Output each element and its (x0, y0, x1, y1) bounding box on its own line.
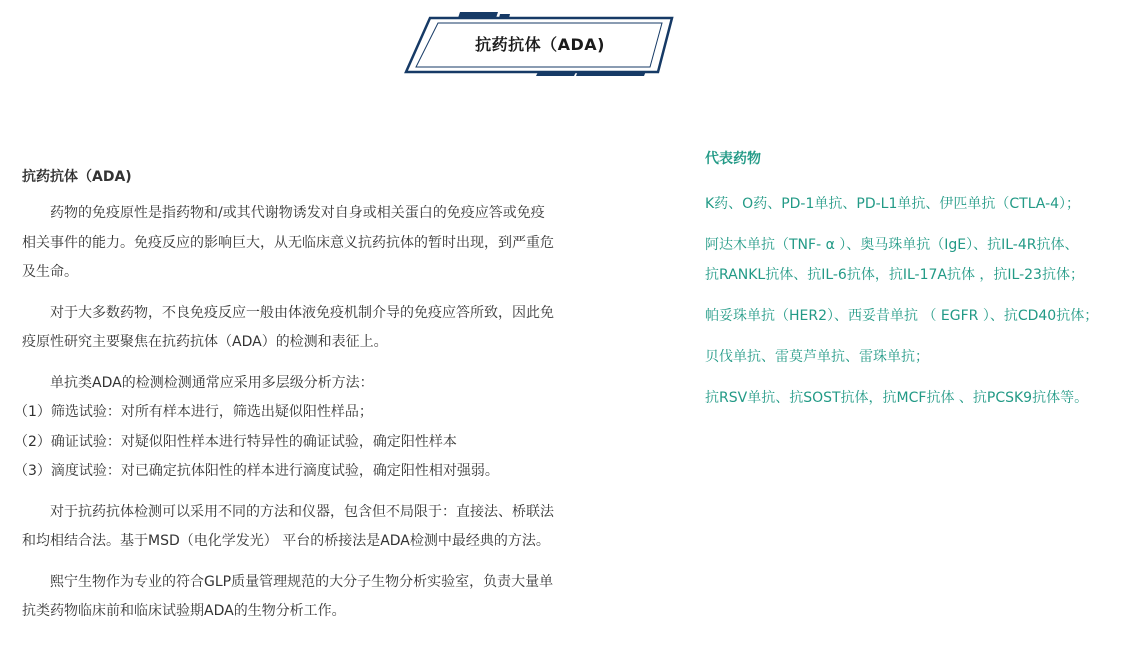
drug-group (705, 301, 1130, 331)
drug-line: 抗RANKL抗体、抗IL-6抗体，抗IL-17A抗体 ，抗IL-23抗体； (705, 267, 1084, 283)
list-item-titer: （3）滴度试验：对已确定抗体阳性的样本进行滴度试验，确定阳性相对强弱。 (14, 463, 499, 479)
list-item-screening: （1）筛选试验：对所有样本进行，筛选出疑似阳性样品； (14, 404, 373, 420)
list-item-confirmatory: （2）确证试验：对疑似阳性样本进行特异性的确证试验，确定阳性样本 (14, 433, 457, 450)
paragraph-company-line1: 熙宁生物作为专业的符合GLP质量管理规范的大分子生物分析实验室，负责大量单 (50, 573, 554, 590)
drug-line: 抗RSV单抗、抗SOST抗体，抗MCF抗体 、抗PCSK9抗体等。 (705, 390, 1089, 406)
drug-line: 阿达木单抗（TNF- α ）、奥马珠单抗（IgE）、抗IL-4R抗体、 (705, 237, 1079, 253)
ada-description (14, 166, 607, 627)
section-banner (400, 10, 680, 80)
ada-heading: 抗药抗体（ADA) (22, 169, 132, 185)
drugs-heading: 代表药物 (705, 151, 761, 167)
representative-drugs (705, 148, 1130, 424)
paragraph-immunogenicity-line2: 相关事件的能力。免疫反应的影响巨大，从无临床意义抗药抗体的暂时出现，到严重危 (22, 234, 554, 251)
paragraph-tiered-intro: 单抗类ADA的检测检测通常应采用多层级分析方法： (50, 374, 374, 391)
banner-title: 抗药抗体（ADA) (475, 35, 605, 54)
paragraph-company-line2: 抗类药物临床前和临床试验期ADA的生物分析工作。 (22, 603, 346, 619)
drug-line: 帕妥珠单抗（HER2）、西妥昔单抗 （ EGFR ）、抗CD40抗体； (705, 308, 1099, 324)
paragraph-methods-line2: 和均相结合法。基于MSD（电化学发光） 平台的桥接法是ADA检测中最经典的方法。 (22, 533, 550, 549)
drug-group (705, 342, 1130, 372)
paragraph-immunogenicity-line1: 药物的免疫原性是指药物和/或其代谢物诱发对自身或相关蛋白的免疫应答或免疫 (50, 205, 545, 221)
drug-group (705, 383, 1130, 413)
drug-group (705, 230, 1130, 290)
drug-line: 贝伐单抗、雷莫芦单抗、雷珠单抗； (705, 349, 929, 365)
drug-line: K药、O药、PD-1单抗、PD-L1单抗、伊匹单抗（CTLA-4）； (705, 196, 1081, 212)
paragraph-methods-line1: 对于抗药抗体检测可以采用不同的方法和仪器，包含但不局限于：直接法、桥联法 (50, 503, 554, 520)
paragraph-adverse-line1: 对于大多数药物，不良免疫反应一般由体液免疫机制介导的免疫应答所致，因此免 (50, 304, 554, 321)
drug-group (705, 189, 1130, 219)
paragraph-adverse-line2: 疫原性研究主要聚焦在抗药抗体（ADA）的检测和表征上。 (22, 334, 388, 350)
paragraph-immunogenicity-line3: 及生命。 (22, 264, 78, 280)
